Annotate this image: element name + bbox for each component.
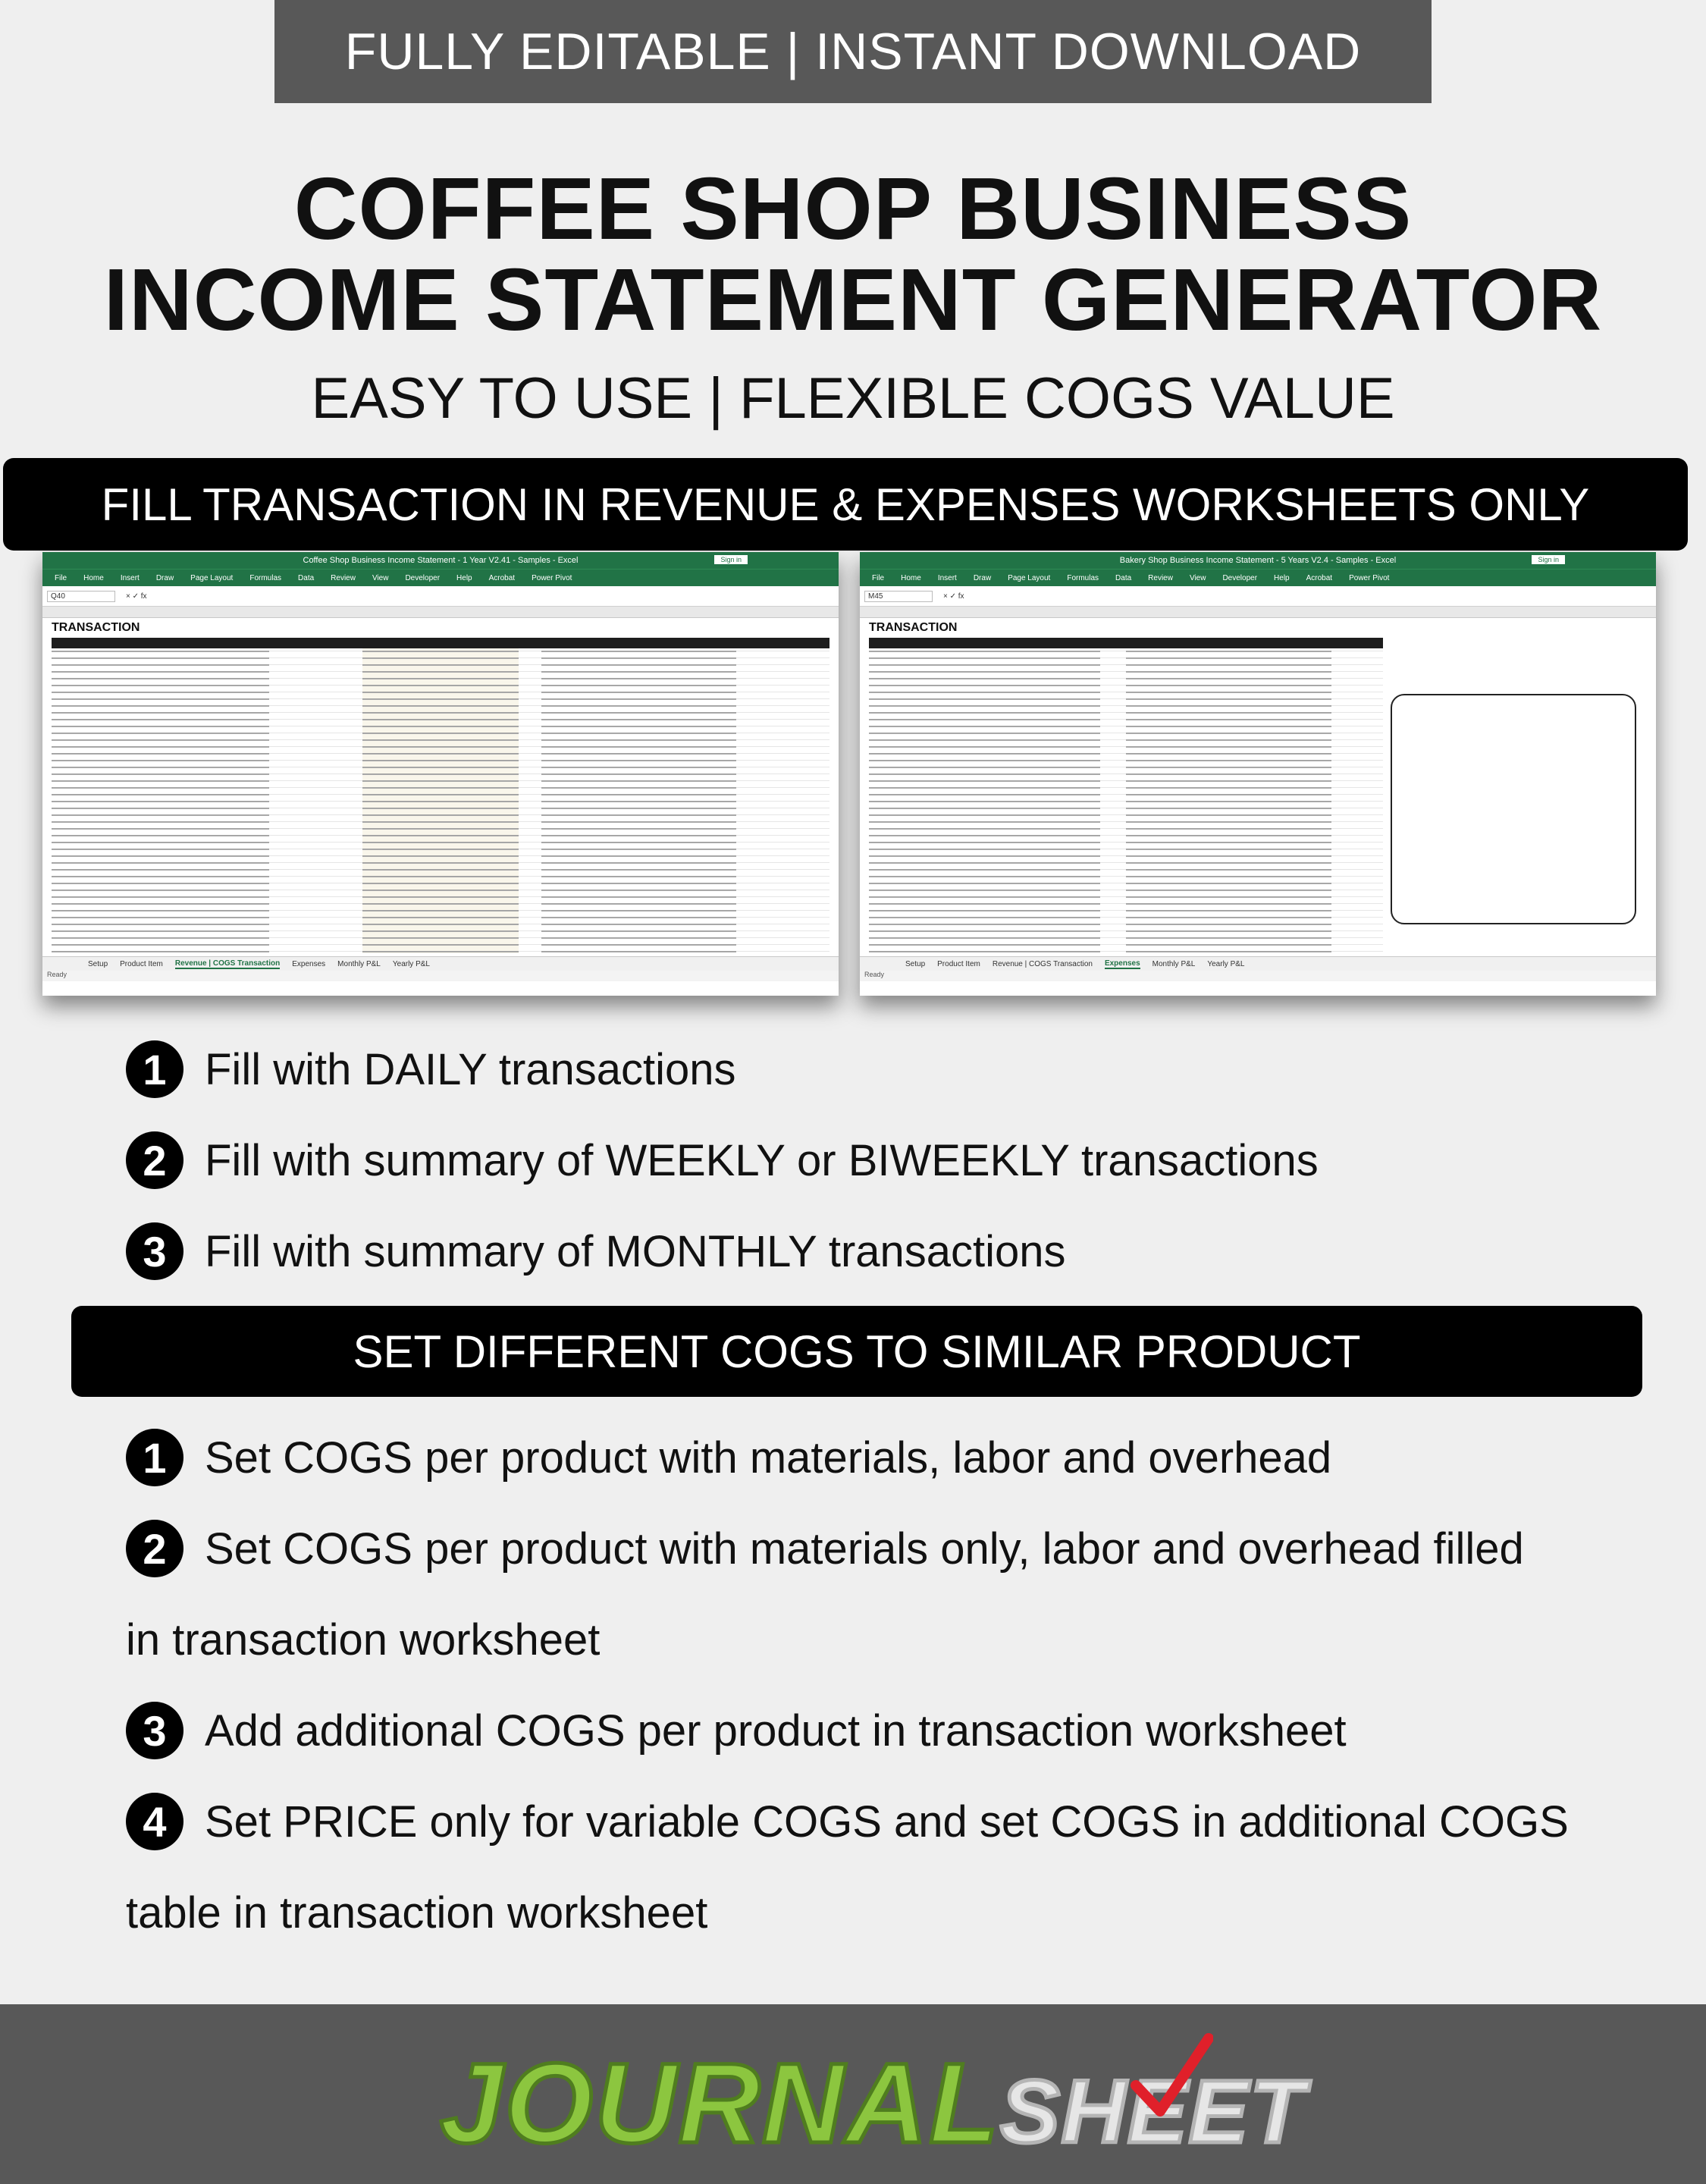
ribbon-item: Developer (405, 573, 441, 582)
sheet-tab: Product Item (120, 959, 163, 968)
ribbon-item: Formulas (1067, 573, 1099, 582)
table-header-row (869, 638, 1383, 648)
sign-in-button: Sign in (1532, 555, 1565, 564)
excel-window-title: Coffee Shop Business Income Statement - 1 Year V2.41 - Samples - Excel (303, 556, 579, 565)
sheet-tab: Monthly P&L (337, 959, 381, 968)
name-box: Q40 (47, 591, 115, 602)
sheet-tab: Yearly P&L (392, 959, 430, 968)
name-box: M45 (864, 591, 933, 602)
sheet-tab-active: Expenses (1104, 959, 1140, 968)
ribbon-item: Draw (973, 573, 992, 582)
sheet-tab: Monthly P&L (1152, 959, 1196, 968)
list-item-continuation: table in transaction worksheet (126, 1888, 708, 1938)
row-text-block (1126, 648, 1331, 953)
logo-part-sheet: SHEET (1000, 2062, 1306, 2162)
row-text-block (362, 648, 518, 953)
ribbon-item: View (1189, 573, 1206, 582)
ribbon-item: Data (1115, 573, 1132, 582)
row-text-block (541, 648, 736, 953)
ribbon-item: Help (1274, 573, 1290, 582)
ribbon-item: Page Layout (190, 573, 234, 582)
ribbon-item: Page Layout (1008, 573, 1051, 582)
ribbon-item: File (55, 573, 67, 582)
ribbon-item: Insert (120, 573, 140, 582)
ribbon-item: Formulas (249, 573, 282, 582)
row-text-block (869, 648, 1100, 953)
section1-heading: FILL TRANSACTION IN REVENUE & EXPENSES WORKSHEETS ONLY (3, 458, 1688, 551)
number-badge-2: 2 (126, 1131, 183, 1189)
formula-bar (860, 586, 1656, 607)
list-item: Fill with summary of WEEKLY or BIWEEKLY transactions (205, 1136, 1319, 1185)
checkmark-icon (1130, 2032, 1213, 2123)
fx-icon: × ✓ fx (126, 592, 147, 601)
excel-screenshot-revenue (42, 552, 839, 996)
excel-window-title: Bakery Shop Business Income Statement - 5 Years V2.4 - Samples - Excel (1119, 556, 1397, 565)
list-item: Set PRICE only for variable COGS and set COGS in additional COGS (205, 1797, 1569, 1847)
ribbon-item: Help (456, 573, 472, 582)
number-badge-3: 3 (126, 1702, 183, 1759)
transaction-rows (869, 638, 1383, 953)
title-line-1: COFFEE SHOP BUSINESS (293, 159, 1413, 258)
sheet-heading: TRANSACTION (52, 621, 140, 634)
number-badge-1: 1 (126, 1040, 183, 1098)
ribbon-item: Power Pivot (532, 573, 572, 582)
instruction-note-box (1391, 694, 1636, 924)
list-item: Fill with DAILY transactions (205, 1045, 736, 1094)
title-line-2: INCOME STATEMENT GENERATOR (103, 250, 1603, 349)
column-headers (860, 607, 1656, 618)
transaction-rows (52, 638, 829, 953)
sheet-tabs (860, 956, 1656, 971)
excel-ribbon (860, 569, 1656, 586)
ribbon-item: Review (1148, 573, 1173, 582)
list-item: Set COGS per product with materials only, labor and overhead filled (205, 1524, 1524, 1574)
ribbon-item: Acrobat (1306, 573, 1333, 582)
column-headers (42, 607, 839, 618)
sheet-tab: Revenue | COGS Transaction (992, 959, 1093, 968)
section2-heading: SET DIFFERENT COGS TO SIMILAR PRODUCT (71, 1306, 1642, 1397)
sheet-tab: Expenses (292, 959, 326, 968)
sign-in-button: Sign in (714, 555, 748, 564)
number-badge-3: 3 (126, 1222, 183, 1280)
number-badge-1: 1 (126, 1429, 183, 1486)
sheet-tabs (42, 956, 839, 971)
subtitle: EASY TO USE | FLEXIBLE COGS VALUE (311, 366, 1395, 431)
sheet-tab: Setup (905, 959, 926, 968)
ribbon-item: Insert (937, 573, 957, 582)
sheet-heading: TRANSACTION (869, 621, 958, 634)
ribbon-item: File (872, 573, 885, 582)
list-item: Fill with summary of MONTHLY transactions (205, 1227, 1066, 1276)
sheet-grid (860, 618, 1656, 956)
number-badge-2: 2 (126, 1520, 183, 1577)
ribbon-item: Home (83, 573, 104, 582)
sheet-tab: Setup (88, 959, 108, 968)
list-item: Set COGS per product with materials, labor and overhead (205, 1433, 1332, 1483)
excel-screenshot-expenses (860, 552, 1656, 996)
formula-bar (42, 586, 839, 607)
status-bar: Ready (860, 971, 1656, 981)
sheet-tab: Yearly P&L (1207, 959, 1245, 968)
status-bar: Ready (42, 971, 839, 981)
ribbon-item: Power Pivot (1349, 573, 1390, 582)
sheet-tab: Product Item (937, 959, 980, 968)
number-badge-4: 4 (126, 1793, 183, 1850)
excel-title-bar (860, 552, 1656, 569)
row-text-block (52, 648, 269, 953)
table-header-row (52, 638, 829, 648)
logo-part-journal: JOURNAL (440, 2039, 1001, 2167)
ribbon-item: Data (298, 573, 315, 582)
ribbon-item: Acrobat (488, 573, 516, 582)
list-item: Add additional COGS per product in transaction worksheet (205, 1706, 1347, 1756)
sheet-grid (42, 618, 839, 956)
ribbon-item: Developer (1222, 573, 1258, 582)
ribbon-item: View (372, 573, 389, 582)
excel-ribbon (42, 569, 839, 586)
sheet-tab-active: Revenue | COGS Transaction (174, 959, 281, 968)
list-item-continuation: in transaction worksheet (126, 1615, 601, 1665)
ribbon-item: Draw (155, 573, 174, 582)
excel-title-bar (42, 552, 839, 569)
top-banner: FULLY EDITABLE | INSTANT DOWNLOAD (274, 0, 1432, 103)
fx-icon: × ✓ fx (943, 592, 964, 601)
ribbon-item: Review (331, 573, 356, 582)
ribbon-item: Home (901, 573, 921, 582)
